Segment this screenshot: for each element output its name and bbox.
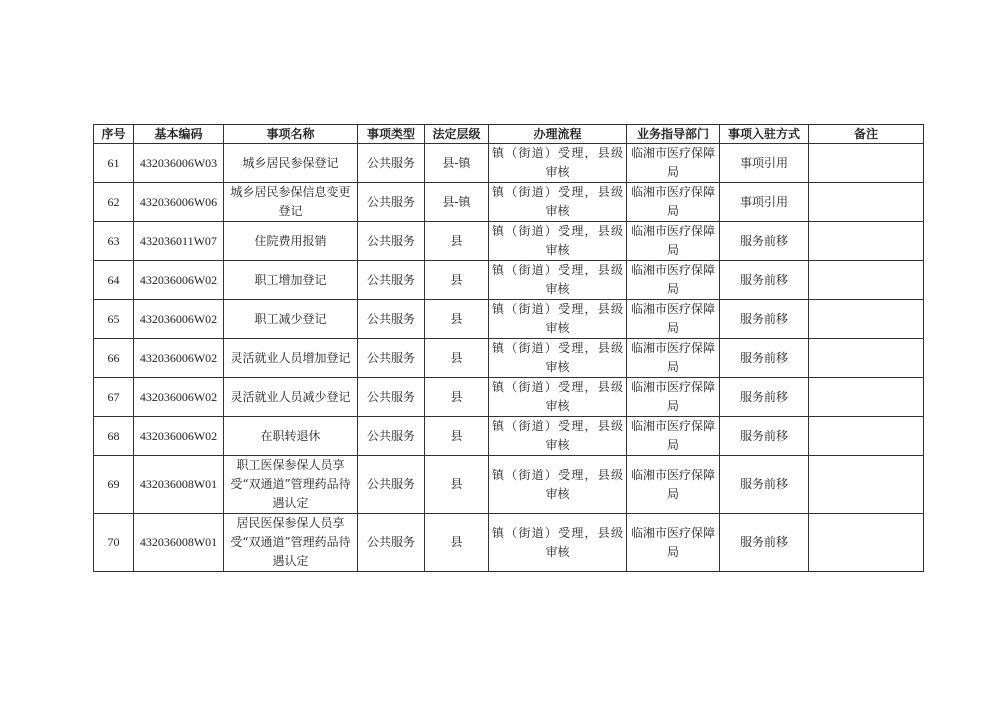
cell-code: 432036006W02 bbox=[134, 417, 224, 456]
cell-dept: 临湘市医疗保障局 bbox=[627, 378, 720, 417]
table-row bbox=[94, 183, 924, 222]
header-cell-note: 备注 bbox=[809, 125, 924, 144]
cell-no: 62 bbox=[94, 183, 134, 222]
cell-level: 县 bbox=[425, 261, 489, 300]
cell-dept: 临湘市医疗保障局 bbox=[627, 144, 720, 183]
flow-line-1: 镇（街道）受理，县级 bbox=[492, 224, 623, 238]
cell-dept: 临湘市医疗保障局 bbox=[627, 339, 720, 378]
cell-note bbox=[809, 144, 924, 183]
cell-code: 432036008W01 bbox=[134, 514, 224, 572]
cell-code: 432036006W02 bbox=[134, 300, 224, 339]
cell-code: 432036006W02 bbox=[134, 378, 224, 417]
cell-flow bbox=[489, 417, 627, 456]
table-row bbox=[94, 222, 924, 261]
cell-flow bbox=[489, 378, 627, 417]
cell-level: 县 bbox=[425, 514, 489, 572]
cell-mode: 服务前移 bbox=[720, 456, 809, 514]
cell-flow bbox=[489, 456, 627, 514]
cell-name: 灵活就业人员减少登记 bbox=[224, 378, 358, 417]
cell-flow bbox=[489, 300, 627, 339]
cell-note bbox=[809, 456, 924, 514]
header-cell-no: 序号 bbox=[94, 125, 134, 144]
cell-flow bbox=[489, 222, 627, 261]
cell-mode: 服务前移 bbox=[720, 261, 809, 300]
cell-type: 公共服务 bbox=[358, 456, 425, 514]
flow-line-2: 审核 bbox=[545, 438, 570, 452]
cell-level: 县-镇 bbox=[425, 144, 489, 183]
cell-name: 职工医保参保人员享受“双通道”管理药品待遇认定 bbox=[224, 456, 358, 514]
cell-no: 67 bbox=[94, 378, 134, 417]
cell-note bbox=[809, 183, 924, 222]
cell-note bbox=[809, 261, 924, 300]
cell-dept: 临湘市医疗保障局 bbox=[627, 514, 720, 572]
flow-line-1: 镇（街道）受理，县级 bbox=[492, 380, 623, 394]
cell-mode: 服务前移 bbox=[720, 300, 809, 339]
cell-type: 公共服务 bbox=[358, 222, 425, 261]
flow-line-1: 镇（街道）受理，县级 bbox=[492, 341, 623, 355]
flow-line-2: 审核 bbox=[545, 165, 570, 179]
cell-code: 432036006W06 bbox=[134, 183, 224, 222]
cell-note bbox=[809, 300, 924, 339]
header-cell-flow: 办理流程 bbox=[489, 125, 627, 144]
cell-mode: 服务前移 bbox=[720, 417, 809, 456]
cell-code: 432036011W07 bbox=[134, 222, 224, 261]
cell-type: 公共服务 bbox=[358, 300, 425, 339]
header-cell-code: 基本编码 bbox=[134, 125, 224, 144]
service-items-table bbox=[93, 124, 924, 572]
header-cell-level: 法定层级 bbox=[425, 125, 489, 144]
table-row bbox=[94, 417, 924, 456]
cell-no: 65 bbox=[94, 300, 134, 339]
cell-type: 公共服务 bbox=[358, 183, 425, 222]
header-cell-type: 事项类型 bbox=[358, 125, 425, 144]
cell-flow bbox=[489, 183, 627, 222]
table-header-row bbox=[94, 125, 924, 144]
cell-code: 432036006W02 bbox=[134, 261, 224, 300]
cell-mode: 服务前移 bbox=[720, 378, 809, 417]
cell-type: 公共服务 bbox=[358, 417, 425, 456]
cell-type: 公共服务 bbox=[358, 261, 425, 300]
cell-level: 县 bbox=[425, 417, 489, 456]
cell-mode: 服务前移 bbox=[720, 222, 809, 261]
flow-line-2: 审核 bbox=[545, 399, 570, 413]
cell-name: 居民医保参保人员享受“双通道”管理药品待遇认定 bbox=[224, 514, 358, 572]
cell-level: 县 bbox=[425, 456, 489, 514]
cell-mode: 事项引用 bbox=[720, 183, 809, 222]
cell-note bbox=[809, 417, 924, 456]
cell-no: 68 bbox=[94, 417, 134, 456]
cell-flow bbox=[489, 339, 627, 378]
cell-name: 在职转退休 bbox=[224, 417, 358, 456]
cell-flow bbox=[489, 261, 627, 300]
flow-line-1: 镇（街道）受理，县级 bbox=[492, 419, 623, 433]
cell-no: 61 bbox=[94, 144, 134, 183]
cell-flow bbox=[489, 514, 627, 572]
cell-level: 县 bbox=[425, 378, 489, 417]
cell-name: 职工增加登记 bbox=[224, 261, 358, 300]
cell-no: 69 bbox=[94, 456, 134, 514]
cell-dept: 临湘市医疗保障局 bbox=[627, 417, 720, 456]
cell-mode: 服务前移 bbox=[720, 514, 809, 572]
cell-name: 职工减少登记 bbox=[224, 300, 358, 339]
table-row bbox=[94, 261, 924, 300]
flow-line-1: 镇（街道）受理，县级 bbox=[492, 525, 623, 540]
cell-name: 城乡居民参保信息变更登记 bbox=[224, 183, 358, 222]
flow-line-1: 镇（街道）受理，县级 bbox=[492, 467, 623, 482]
cell-level: 县-镇 bbox=[425, 183, 489, 222]
cell-note bbox=[809, 222, 924, 261]
cell-dept: 临湘市医疗保障局 bbox=[627, 261, 720, 300]
header-cell-dept: 业务指导部门 bbox=[627, 125, 720, 144]
table-row bbox=[94, 300, 924, 339]
cell-note bbox=[809, 514, 924, 572]
table-row bbox=[94, 339, 924, 378]
cell-name: 灵活就业人员增加登记 bbox=[224, 339, 358, 378]
flow-line-2: 审核 bbox=[545, 243, 570, 257]
flow-line-2: 审核 bbox=[545, 282, 570, 296]
cell-code: 432036008W01 bbox=[134, 456, 224, 514]
cell-level: 县 bbox=[425, 339, 489, 378]
cell-no: 63 bbox=[94, 222, 134, 261]
cell-no: 66 bbox=[94, 339, 134, 378]
cell-flow bbox=[489, 144, 627, 183]
cell-name: 住院费用报销 bbox=[224, 222, 358, 261]
flow-line-2: 审核 bbox=[545, 486, 570, 501]
cell-dept: 临湘市医疗保障局 bbox=[627, 300, 720, 339]
table-row bbox=[94, 456, 924, 514]
cell-type: 公共服务 bbox=[358, 144, 425, 183]
flow-line-1: 镇（街道）受理，县级 bbox=[492, 263, 623, 277]
cell-no: 64 bbox=[94, 261, 134, 300]
cell-code: 432036006W03 bbox=[134, 144, 224, 183]
flow-line-2: 审核 bbox=[545, 544, 570, 559]
cell-code: 432036006W02 bbox=[134, 339, 224, 378]
cell-dept: 临湘市医疗保障局 bbox=[627, 456, 720, 514]
cell-type: 公共服务 bbox=[358, 514, 425, 572]
cell-no: 70 bbox=[94, 514, 134, 572]
flow-line-2: 审核 bbox=[545, 360, 570, 374]
flow-line-2: 审核 bbox=[545, 204, 570, 218]
cell-name: 城乡居民参保登记 bbox=[224, 144, 358, 183]
cell-level: 县 bbox=[425, 300, 489, 339]
flow-line-1: 镇（街道）受理，县级 bbox=[492, 302, 623, 316]
cell-note bbox=[809, 339, 924, 378]
header-cell-name: 事项名称 bbox=[224, 125, 358, 144]
table-row bbox=[94, 378, 924, 417]
cell-dept: 临湘市医疗保障局 bbox=[627, 222, 720, 261]
cell-mode: 服务前移 bbox=[720, 339, 809, 378]
cell-dept: 临湘市医疗保障局 bbox=[627, 183, 720, 222]
flow-line-2: 审核 bbox=[545, 321, 570, 335]
table-row bbox=[94, 514, 924, 572]
cell-note bbox=[809, 378, 924, 417]
flow-line-1: 镇（街道）受理，县级 bbox=[492, 146, 623, 160]
cell-type: 公共服务 bbox=[358, 339, 425, 378]
header-cell-mode: 事项入驻方式 bbox=[720, 125, 809, 144]
flow-line-1: 镇（街道）受理，县级 bbox=[492, 185, 623, 199]
table-row bbox=[94, 144, 924, 183]
cell-mode: 事项引用 bbox=[720, 144, 809, 183]
cell-level: 县 bbox=[425, 222, 489, 261]
cell-type: 公共服务 bbox=[358, 378, 425, 417]
